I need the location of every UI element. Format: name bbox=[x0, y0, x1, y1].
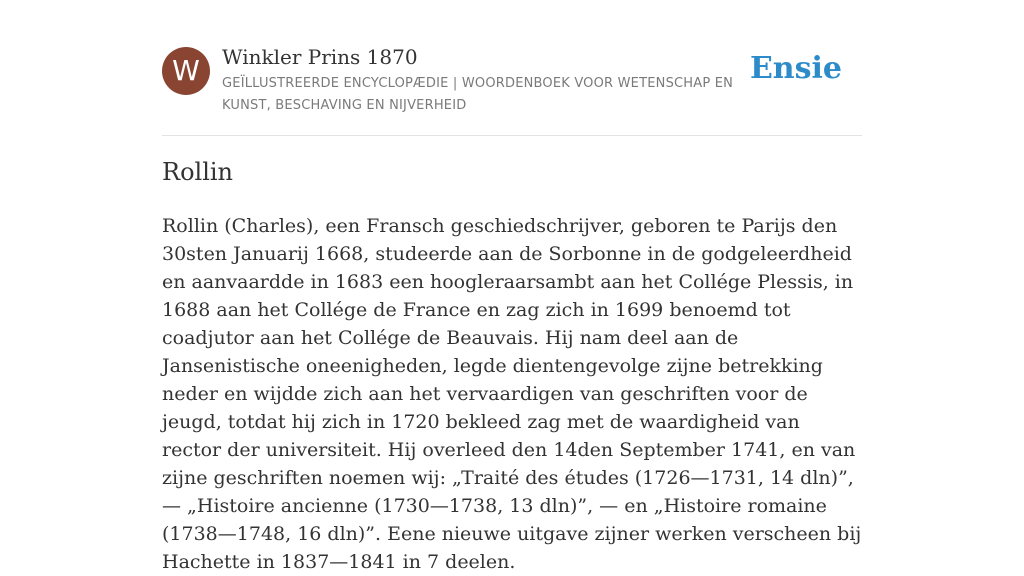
source-title[interactable]: Winkler Prins 1870 bbox=[222, 45, 418, 69]
entry-title: Rollin bbox=[162, 158, 234, 186]
source-header bbox=[162, 45, 862, 135]
header-divider bbox=[162, 135, 862, 136]
entry-body: Rollin (Charles), een Fransch geschiedschrijver, geboren te Parijs den 30sten Januarij 1668, studeerde aan de Sorbonne in de godgeleerdheid en aanvaardde in 1683 een hoogleraarsambt aan het Collége Plessis, in 1688 aan het Collége de France en zag zich in 1699 benoemd tot coadjutor aan het Collége de Beauvais. Hij nam deel aan de Jansenistische oneenigheden, legde dientengevolge zijne betrekking neder en wijdde zich aan het vervaardigen van geschriften voor de jeugd, totdat hij zich in 1720 bekleed zag met de waardigheid van rector der universiteit. Hij overleed den 14den September 1741, en van zijne geschriften noemen wij: „Traité des études (1726—1731, 14 dln)”, — „Histoire ancienne (1730—1738, 13 dln)”, — en „Histoire romaine (1738—1748, 16 dln)”. Eene nieuwe uitgave zijner werken verscheen bij Hachette in 1837—1841 in 7 deelen. bbox=[162, 215, 862, 573]
ensie-logo-link[interactable]: Ensie bbox=[749, 51, 842, 86]
source-subtitle: GEÏLLUSTREERDE ENCYCLOPÆDIE | WOORDENBOEK VOOR WETENSCHAP EN KUNST, BESCHAVING EN NIJVERHEID bbox=[222, 76, 734, 113]
source-avatar: W bbox=[162, 47, 210, 95]
